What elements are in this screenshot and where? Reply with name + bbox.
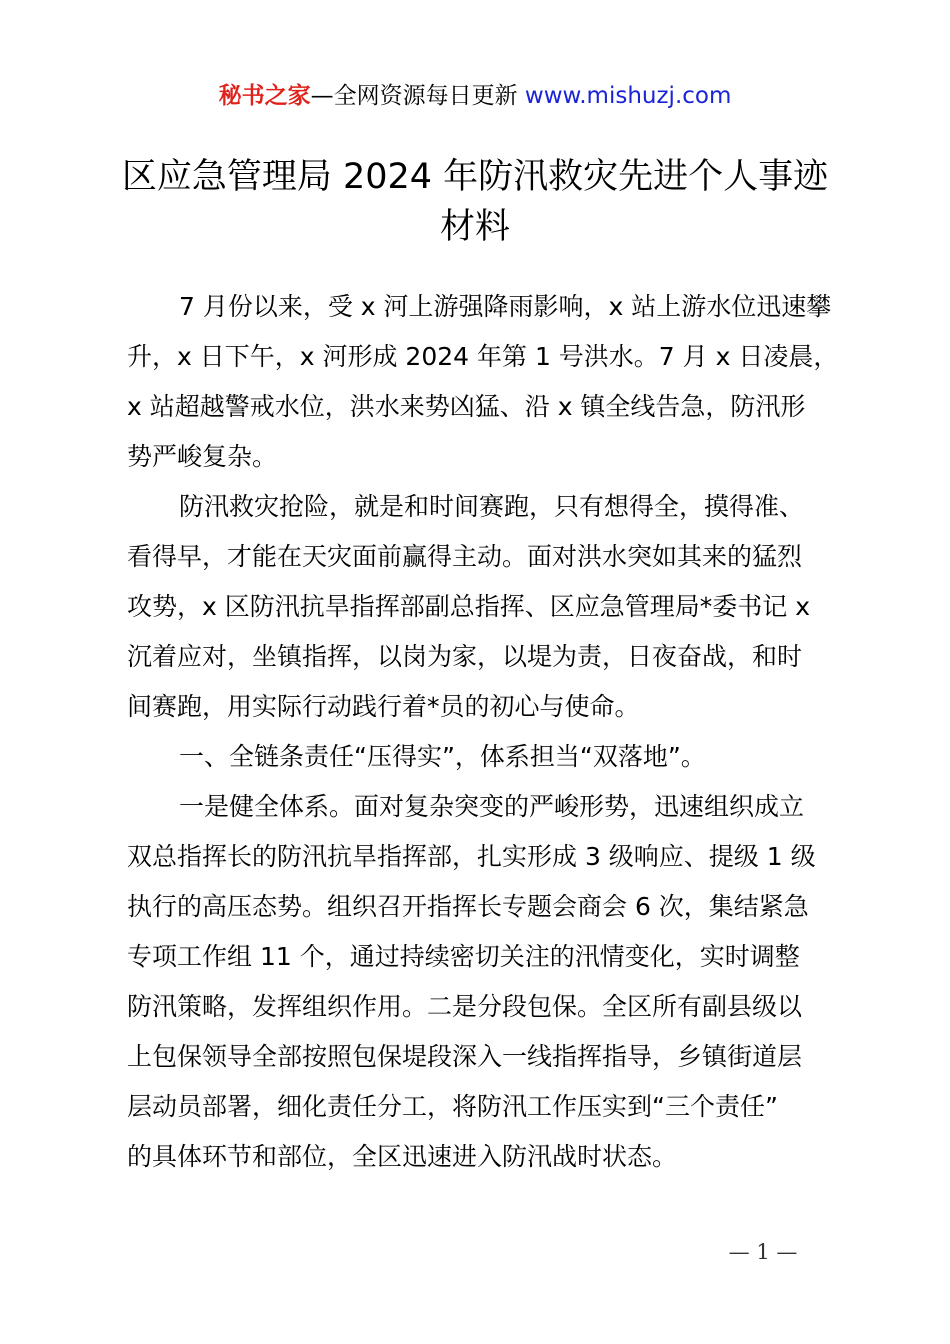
site-banner (0, 80, 950, 112)
paragraph-line: 上包保领导全部按照包保堤段深入一线指挥指导，乡镇街道层 (127, 1042, 803, 1071)
title-line: 区应急管理局 2024 年防汛救灾先进个人事迹 (121, 157, 829, 197)
paragraph-line: 攻势，x 区防汛抗旱指挥部副总指挥、区应急管理局*委书记 x (127, 592, 810, 621)
paragraph-line: 间赛跑，用实际行动践行着*员的初心与使命。 (127, 692, 640, 721)
paragraph-line: 7 月份以来，受 x 河上游强降雨影响，x 站上游水位迅速攀 (179, 292, 832, 321)
title-line: 材料 (439, 207, 510, 247)
section-heading-line: 一、全链条责任“压得实”，体系担当“双落地”。 (179, 742, 706, 771)
paragraph-line: 执行的高压态势。组织召开指挥长专题会商会 6 次，集结紧急 (127, 892, 809, 921)
paragraph-line: 层动员部署，细化责任分工，将防汛工作压实到“三个责任” (127, 1092, 778, 1121)
paragraph-line: 专项工作组 11 个，通过持续密切关注的汛情变化，实时调整 (127, 942, 800, 971)
paragraph-line: 势严峻复杂。 (127, 442, 278, 471)
paragraph (127, 782, 857, 1182)
document-title (115, 152, 835, 252)
site-url-link[interactable]: www.mishuzj.com (524, 83, 732, 109)
paragraph-line: 防汛策略，发挥组织作用。二是分段包保。全区所有副县级以 (127, 992, 803, 1021)
paragraph-line: 防汛救灾抢险，就是和时间赛跑，只有想得全，摸得准、 (179, 492, 805, 521)
section-heading (127, 732, 857, 782)
paragraph (127, 282, 857, 482)
site-brand: 秘书之家 (218, 83, 311, 109)
page-number: — 1 — (728, 1240, 798, 1264)
paragraph (127, 482, 857, 732)
document-body (127, 282, 857, 1182)
paragraph-line: 升，x 日下午，x 河形成 2024 年第 1 号洪水。7 月 x 日凌晨， (127, 342, 839, 371)
paragraph-line: 双总指挥长的防汛抗旱指挥部，扎实形成 3 级响应、提级 1 级 (127, 842, 816, 871)
site-tagline: —全网资源每日更新 (310, 83, 525, 109)
paragraph-line: x 站超越警戒水位，洪水来势凶猛、沿 x 镇全线告急，防汛形 (127, 392, 806, 421)
paragraph-line: 看得早，才能在天灾面前赢得主动。面对洪水突如其来的猛烈 (127, 542, 803, 571)
paragraph-line: 一是健全体系。面对复杂突变的严峻形势，迅速组织成立 (179, 792, 805, 821)
paragraph-line: 沉着应对，坐镇指挥，以岗为家，以堤为责，日夜奋战，和时 (127, 642, 803, 671)
paragraph-line: 的具体环节和部位，全区迅速进入防汛战时状态。 (127, 1142, 678, 1171)
